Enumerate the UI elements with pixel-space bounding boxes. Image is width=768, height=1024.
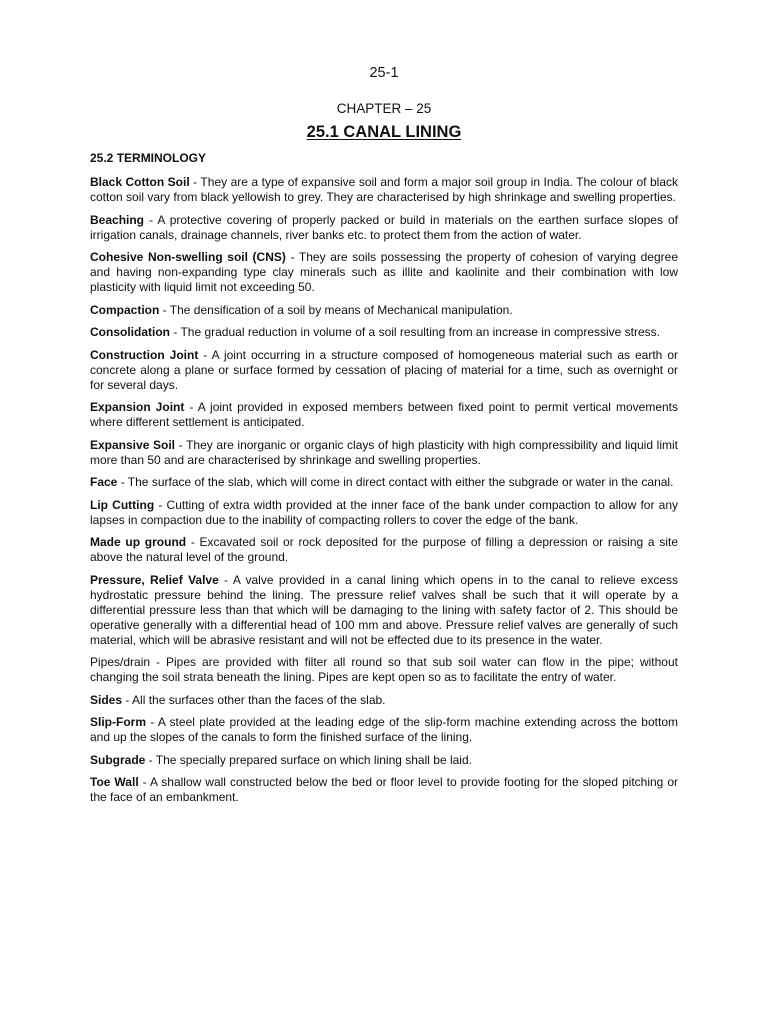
definition-term: Construction Joint — [90, 347, 199, 362]
page-number: 25-1 — [369, 65, 399, 81]
definition-lip-cutting — [90, 498, 678, 528]
definition-term: Expansion Joint — [90, 400, 185, 414]
definition-text: - Excavated soil or rock deposited for the purpose of filling a depression or raising a site above the natural level of the ground. — [90, 535, 678, 564]
chapter-heading: CHAPTER – 25 — [336, 101, 432, 116]
definition-sides — [90, 693, 678, 708]
definition-subgrade — [90, 753, 678, 768]
definition-toe-wall — [90, 775, 678, 805]
page-title: 25.1 CANAL LINING — [306, 123, 462, 141]
definition-term: Subgrade — [90, 752, 146, 767]
definition-term: Consolidation — [90, 325, 170, 339]
definition-term: Pressure, Relief Valve — [90, 572, 219, 587]
definition-text: - All the surfaces other than the faces of the slab. — [122, 692, 386, 707]
definition-text: - A joint provided in exposed members between fixed point to permit vertical movements where different settlement is anticipated. — [90, 400, 678, 429]
section-heading: 25.2 TERMINOLOGY — [90, 151, 207, 165]
definition-term: Expansive Soil — [90, 437, 176, 452]
definition-slip-form — [90, 715, 678, 745]
definition-text: - The gradual reduction in volume of a soil resulting from an increase in compressive stress. — [170, 325, 661, 339]
definition-text: - A shallow wall constructed below the bed or floor level to provide footing for the sloped pitching or the face of an embankment. — [90, 775, 679, 804]
definition-term: Made up ground — [90, 535, 187, 549]
definition-term: Lip Cutting — [90, 497, 155, 512]
definition-consolidation — [90, 325, 678, 340]
definition-construction-joint — [90, 348, 678, 393]
definition-term: Slip-Form — [90, 715, 146, 729]
definition-text: - The densification of a soil by means of Mechanical manipulation. — [159, 302, 513, 317]
definition-term: Sides — [90, 692, 123, 707]
definition-term: Cohesive Non-swelling soil (CNS) — [90, 250, 286, 264]
definition-term: Toe Wall — [90, 775, 139, 789]
definition-text: - Cutting of extra width provided at the inner face of the bank under compaction to allow for any lapses in compaction due to the inability of compacting rollers to cover the edge of the bank. — [90, 497, 679, 527]
definition-pressure-relief-valve — [90, 573, 678, 648]
definition-text: - A joint occurring in a structure composed of homogeneous material such as earth or concrete along a plane or surface formed by cessation of placing of material for a time, such as overnight or for several days. — [90, 347, 678, 392]
definition-term: Beaching — [90, 212, 145, 227]
definition-text: - A protective covering of properly packed or build in materials on the earthen surface slopes of irrigation canals, drainage channels, river banks etc. to protect them from the action of water. — [90, 212, 678, 242]
definition-text: - They are soils possessing the property of cohesion of varying degree and having non-expanding type clay minerals such as illite and kaolinite and their combination with low plasticity with liquid limit not exceeding 50. — [90, 250, 678, 294]
definition-black-cotton-soil — [90, 175, 678, 205]
definition-face — [90, 475, 678, 490]
definition-text: - They are inorganic or organic clays of high plasticity with high compressibility and liquid limit more than 50 and are characterised by shrinkage and swelling properties. — [90, 437, 679, 467]
definition-expansive-soil — [90, 438, 678, 468]
definition-beaching — [90, 213, 678, 243]
definition-made-up-ground — [90, 535, 678, 565]
definition-pipes-drain — [90, 655, 678, 685]
definition-term: Face — [90, 475, 118, 489]
definition-text: - The surface of the slab, which will come in direct contact with either the subgrade or water in the canal. — [117, 475, 674, 489]
definition-text: - A steel plate provided at the leading edge of the slip-form machine extending across the bottom and up the slopes of the canals to form the finished surface of the lining. — [90, 715, 678, 744]
definition-text: - The specially prepared surface on which lining shall be laid. — [145, 752, 472, 767]
definition-expansion-joint — [90, 400, 678, 430]
definition-text: Pipes/drain - Pipes are provided with filter all round so that sub soil water can flow in the pipe; without changing the soil strata beneath the lining. Pipes are kept open so as to facilitate the entry of water. — [90, 655, 678, 684]
definition-compaction — [90, 303, 678, 318]
definition-term: Black Cotton Soil — [90, 175, 190, 189]
definition-term: Compaction — [90, 302, 160, 317]
definition-cohesive-non-swelling-soil — [90, 250, 678, 295]
definition-text: - A valve provided in a canal lining which opens in to the canal to relieve excess hydrostatic pressure behind the lining. The pressure relief valves shall be such that it will operate by a differential pressure less than that which will be damaging to the lining with safety factor of 2. This should be operative generally with a differential head of 100 mm and above. Pressure relief valves are generally of such material, which will be abrasive resistant and will not be effected due to its presence in the water. — [90, 572, 678, 647]
document-body — [90, 151, 678, 813]
definition-text: - They are a type of expansive soil and form a major soil group in India. The colour of black cotton soil vary from black yellowish to grey. They are characterised by high shrinkage and swelling properties. — [90, 175, 678, 204]
